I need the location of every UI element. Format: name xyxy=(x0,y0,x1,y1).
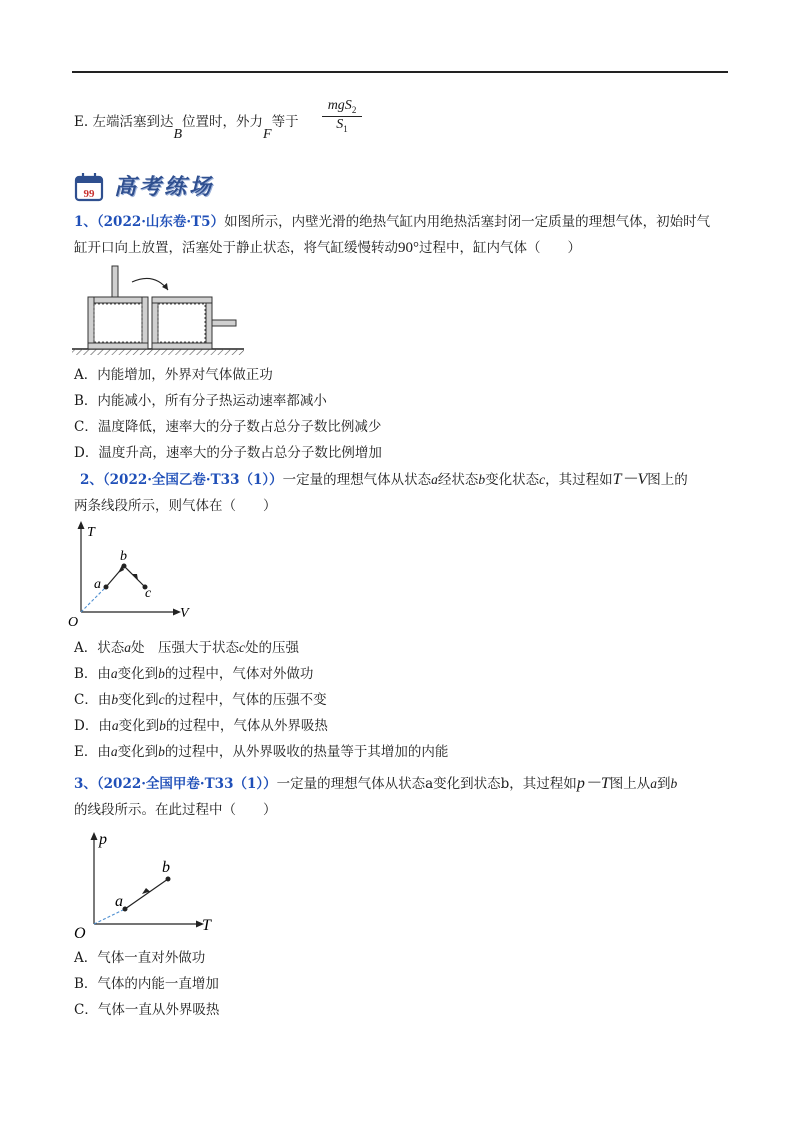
q3-label-b: b xyxy=(162,859,170,876)
q1-option-d: D．温度升高，速率大的分子数占总分子数比例增加 xyxy=(74,445,382,461)
q2-option-c: C．由b变化到c的过程中，气体的压强不变 xyxy=(74,692,327,708)
q2-point-a xyxy=(104,585,109,590)
header-rule xyxy=(72,71,728,73)
q1-option-c: C．温度降低，速率大的分子数占总分子数比例减少 xyxy=(74,419,382,435)
q2-label-a: a xyxy=(94,577,101,592)
q3-axis-label-t: T xyxy=(202,917,211,934)
q3-point-b xyxy=(166,877,171,882)
q2-axis-label-t: T xyxy=(87,525,95,540)
q2-stem-line1: 2、（2022·全国乙卷·T33（1））一定量的理想气体从状态a经状态b变化状态c，其过程如T－V图上的 xyxy=(80,471,688,488)
q2-origin-label: O xyxy=(68,615,79,628)
q2-axis-label-v: V xyxy=(180,606,189,621)
q2-option-e: E．由a变化到b的过程中，从外界吸收的热量等于其增加的内能 xyxy=(74,744,449,760)
calendar-icon xyxy=(74,172,104,202)
q3-axis-label-p: p xyxy=(99,831,107,848)
q2-option-b: B．由a变化到b的过程中，气体对外做功 xyxy=(74,666,314,682)
section-title: 高考练场 xyxy=(114,174,215,200)
q3-origin-label: O xyxy=(74,925,86,942)
svg-text:99: 99 xyxy=(83,188,95,200)
q3-option-b: B．气体的内能一直增加 xyxy=(74,976,219,992)
fraction-mgs2-s1: mgS$_2$ $S_1$ xyxy=(322,98,362,134)
q2-label-c: c xyxy=(145,586,152,601)
q2-point-b xyxy=(122,564,127,569)
q1-option-a: A．内能增加，外界对气体做正功 xyxy=(74,367,273,383)
q2-tv-graph xyxy=(68,518,198,628)
q1-stem-line1: 1、（2022·山东卷·T5）如图所示，内壁光滑的绝热气缸内用绝热活塞封闭一定质量的理想气体，初始时气 xyxy=(74,214,711,230)
option-e-previous: E. 左端活塞到达$_B$位置时，外力$_F$等于 xyxy=(74,114,299,142)
q3-label-a: a xyxy=(115,893,123,910)
q1-option-b: B．内能减小，所有分子热运动速率都减小 xyxy=(74,393,327,409)
q3-stem-line2: 的线段所示。在此过程中（ ） xyxy=(74,802,277,818)
q2-stem-line2: 两条线段所示，则气体在（ ） xyxy=(74,498,277,514)
q2-option-d: D．由a变化到b的过程中，气体从外界吸热 xyxy=(74,718,328,734)
q3-stem-line1: 3、（2022·全国甲卷·T33（1））一定量的理想气体从状态a变化到状态b，其过程如p－T图上从a到b xyxy=(74,775,678,792)
q2-label-b: b xyxy=(120,549,127,564)
q3-point-a xyxy=(123,907,128,912)
q3-option-c: C．气体一直从外界吸热 xyxy=(74,1002,220,1018)
q1-stem-line2: 缸开口向上放置，活塞处于静止状态，将气缸缓慢转动90°过程中，缸内气体（ ） xyxy=(74,240,581,256)
q3-pt-graph xyxy=(70,822,230,942)
q3-option-a: A．气体一直对外做功 xyxy=(74,950,206,966)
q1-cylinder-figure xyxy=(72,260,262,358)
q2-option-a: A．状态a处 压强大于状态c处的压强 xyxy=(74,640,299,656)
